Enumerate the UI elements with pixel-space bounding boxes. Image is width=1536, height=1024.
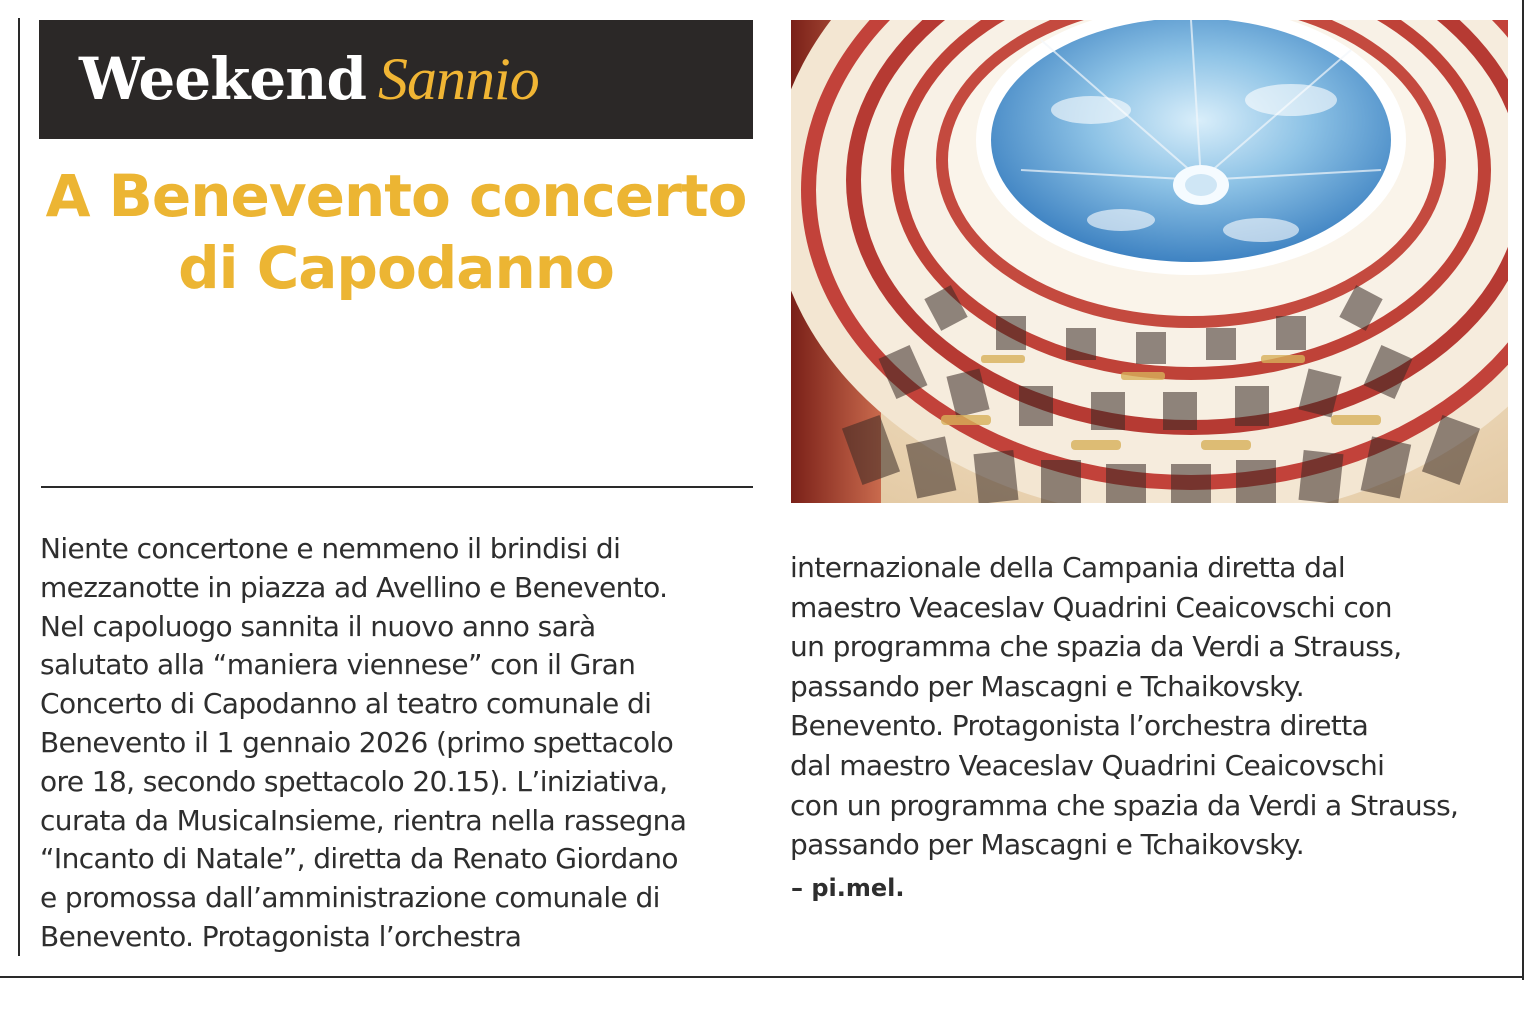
article-line: passando per Mascagni e Tchaikovsky.: [790, 828, 1305, 862]
article-line: curata da MusicaInsieme, rientra nella rassegna: [40, 803, 687, 837]
headline-line-2: di Capodanno: [178, 234, 614, 302]
theater-dome-photo: [791, 20, 1508, 503]
article-line: un programma che spazia da Verdi a Strauss,: [790, 630, 1402, 664]
article-line: mezzanotte in piazza ad Avellino e Benevento.: [40, 570, 668, 604]
section-region: Sannio: [378, 46, 539, 112]
article-line: ore 18, secondo spettacolo 20.15). L’iniziativa,: [40, 764, 668, 798]
article-line: Benevento il 1 gennaio 2026 (primo spettacolo: [40, 725, 674, 759]
article-line: “Incanto di Natale”, diretta da Renato Giordano: [40, 842, 678, 876]
article-line: salutato alla “maniera viennese” con il Gran: [40, 648, 636, 682]
article-body-right-column: [790, 548, 1458, 865]
article-line: Benevento. Protagonista l’orchestra: [40, 919, 522, 953]
article-line: e promossa dall’amministrazione comunale di: [40, 881, 660, 915]
article-line: maestro Veaceslav Quadrini Ceaicovschi con: [790, 590, 1392, 624]
article-line: dal maestro Veaceslav Quadrini Ceaicovschi: [790, 748, 1385, 782]
left-column-rule: [18, 18, 20, 956]
article-line: Nel capoluogo sannita il nuovo anno sarà: [40, 609, 596, 643]
article-line: internazionale della Campania diretta dal: [790, 551, 1345, 584]
article-line: Concerto di Capodanno al teatro comunale di: [40, 687, 652, 721]
article-headline: [39, 160, 753, 304]
article-line: Niente concertone e nemmeno il brindisi di: [40, 532, 621, 565]
article-line: Benevento. Protagonista l’orchestra diretta: [790, 709, 1369, 743]
section-banner: [39, 20, 753, 139]
headline-divider: [41, 486, 753, 488]
theater-dome-illustration: [791, 20, 1508, 503]
right-page-rule: [1522, 0, 1524, 980]
article-line: passando per Mascagni e Tchaikovsky.: [790, 669, 1305, 703]
article-byline: – pi.mel.: [791, 874, 905, 902]
section-name: Weekend: [79, 45, 367, 113]
article-line: con un programma che spazia da Verdi a Strauss,: [790, 788, 1459, 822]
article-body-left-column: [40, 530, 686, 957]
headline-line-1: A Benevento concerto: [45, 162, 747, 230]
section-title: [79, 45, 539, 114]
bottom-page-rule: [0, 976, 1524, 978]
